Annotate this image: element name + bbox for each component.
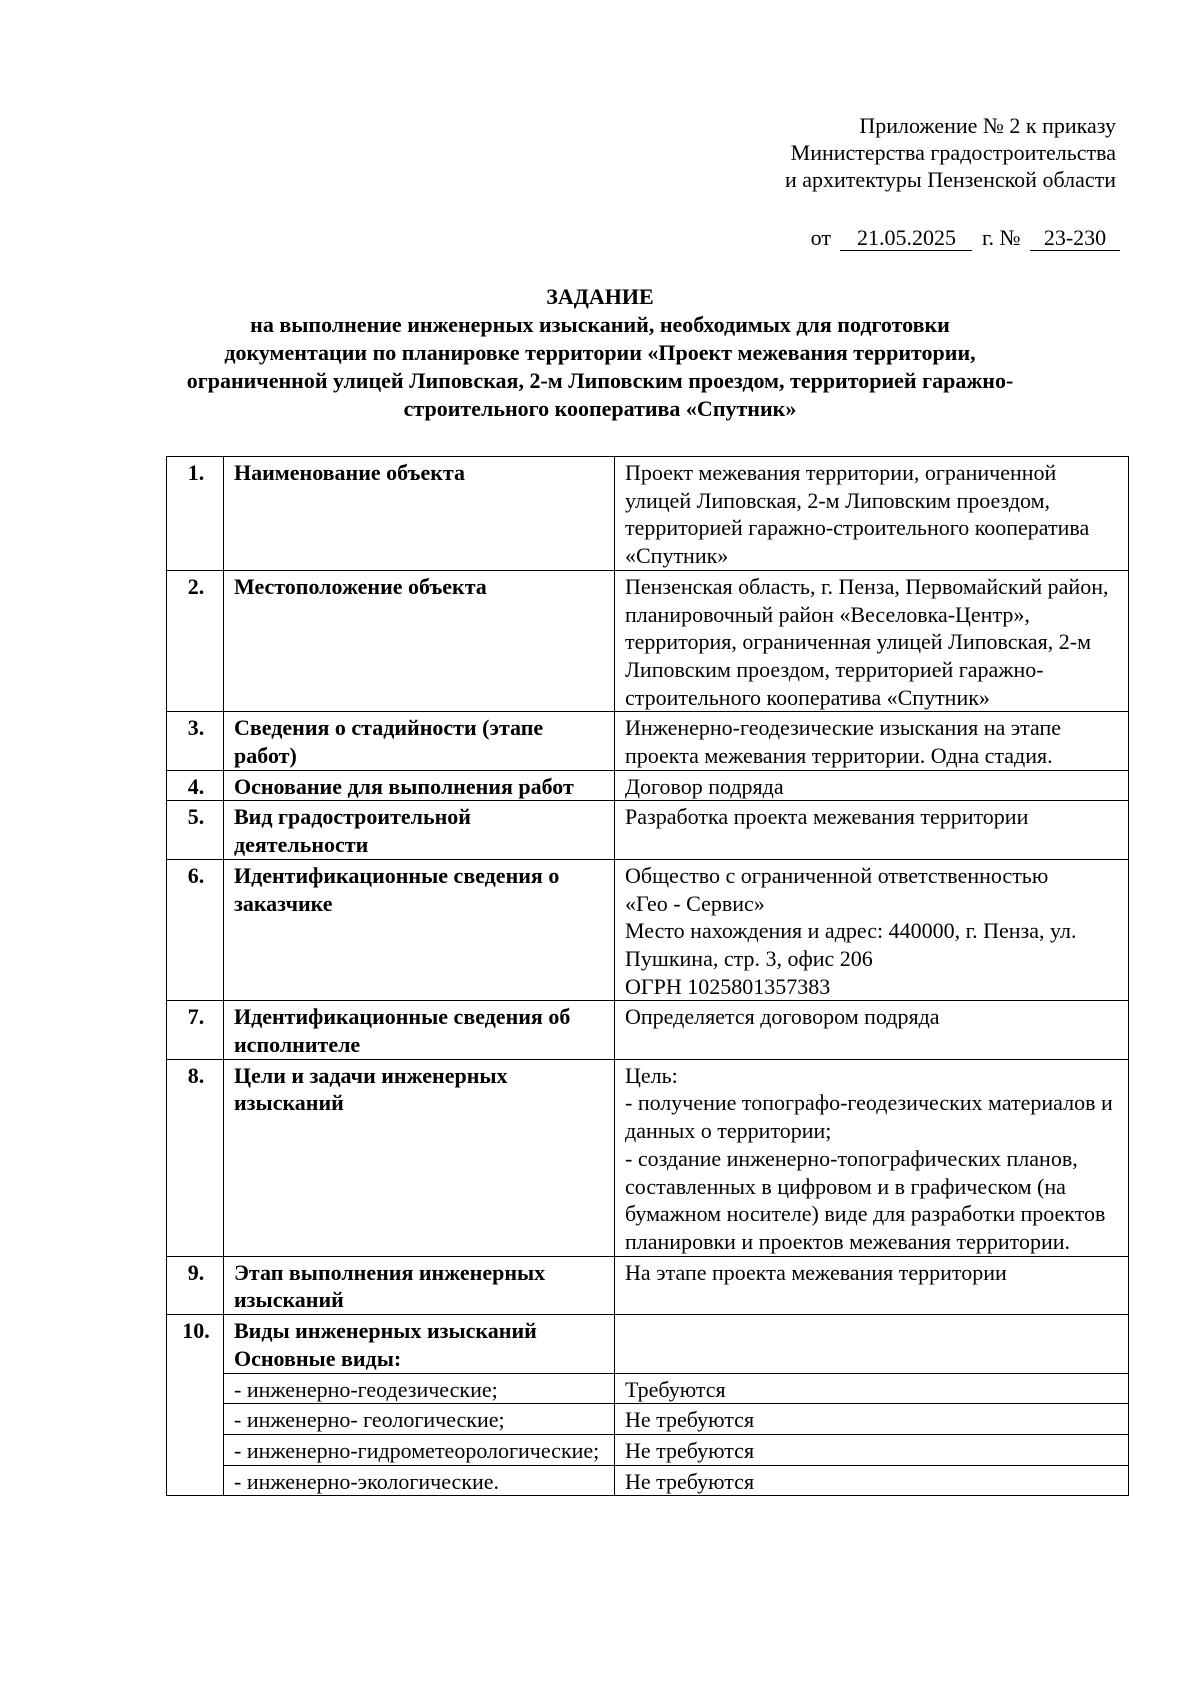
row-name: Идентификационные сведения о заказчике xyxy=(224,859,615,1001)
number-sign: № xyxy=(999,225,1021,250)
row-name: Основание для выполнения работ xyxy=(224,770,615,801)
title-line-1: на выполнение инженерных изысканий, необходимых для подготовки xyxy=(250,312,950,337)
header-line-2: Министерства градостроительства xyxy=(790,140,1116,165)
order-date-line xyxy=(811,224,1120,252)
row-number: 1. xyxy=(167,457,224,571)
table-row xyxy=(167,712,1129,770)
subrow-value: Не требуются xyxy=(615,1404,1129,1435)
value-line: Общество с ограниченной ответственностью xyxy=(625,862,1049,888)
title-heading: ЗАДАНИЕ xyxy=(546,284,654,309)
table-subrow xyxy=(167,1434,1129,1465)
table-row xyxy=(167,770,1129,801)
row-number-empty xyxy=(167,1465,224,1496)
row-value: Договор подряда xyxy=(615,770,1129,801)
header-line-3: и архитектуры Пензенской области xyxy=(785,167,1116,192)
table-row xyxy=(167,801,1129,859)
row-number: 8. xyxy=(167,1059,224,1256)
row-value: Пензенская область, г. Пенза, Первомайский район, планировочный район «Веселовка-Центр», территория, ограниченная улицей Липовская, 2-м Липовским проездом, территорией гаражно-строительного кооператива «Спутник» xyxy=(615,570,1129,712)
row-number: 2. xyxy=(167,570,224,712)
value-line: «Гео - Сервис» xyxy=(625,890,765,916)
row-number: 3. xyxy=(167,712,224,770)
row-name: Цели и задачи инженерных изысканий xyxy=(224,1059,615,1256)
value-line: - получение топографо-геодезических материалов и данных о территории; xyxy=(625,1090,1113,1144)
row-number-empty xyxy=(167,1373,224,1404)
row-value xyxy=(615,1059,1129,1256)
requirements-table xyxy=(166,456,1129,1496)
title-line-3: ограниченной улицей Липовская, 2-м Липовским проездом, территорией гаражно- xyxy=(186,368,1014,393)
row-name xyxy=(224,1315,615,1373)
row-value: На этапе проекта межевания территории xyxy=(615,1256,1129,1314)
row-number: 10. xyxy=(167,1315,224,1373)
subrow-value: Не требуются xyxy=(615,1465,1129,1496)
value-line: Пушкина, стр. 3, офис 206 xyxy=(625,945,873,971)
row-name: Вид градостроительной деятельности xyxy=(224,801,615,859)
date-prefix: от xyxy=(810,225,831,250)
table-row xyxy=(167,570,1129,712)
row-value xyxy=(615,859,1129,1001)
header-line-1: Приложение № 2 к приказу xyxy=(859,113,1116,138)
order-number: 23-230 xyxy=(1030,226,1120,251)
row-name: Сведения о стадийности (этапе работ) xyxy=(224,712,615,770)
row-name-line: Виды инженерных изысканий xyxy=(234,1318,537,1344)
table-subrow xyxy=(167,1373,1129,1404)
row-name: Местоположение объекта xyxy=(224,570,615,712)
value-line: Место нахождения и адрес: 440000, г. Пенза, ул. xyxy=(625,918,1077,944)
subrow-name: - инженерно-гидрометеорологические; xyxy=(224,1434,615,1465)
row-name-line: Основные виды: xyxy=(234,1345,402,1371)
table-row xyxy=(167,457,1129,571)
row-number-empty xyxy=(167,1404,224,1435)
table-row xyxy=(167,1001,1129,1059)
table-subrow xyxy=(167,1404,1129,1435)
row-name: Идентификационные сведения об исполнителе xyxy=(224,1001,615,1059)
year-suffix: г. xyxy=(981,225,994,250)
title-line-4: строительного кооператива «Спутник» xyxy=(403,396,797,421)
title-line-2: документации по планировке территории «Проект межевания территории, xyxy=(224,340,976,365)
subrow-name: - инженерно-экологические. xyxy=(224,1465,615,1496)
subrow-name: - инженерно-геодезические; xyxy=(224,1373,615,1404)
value-line: Цель: xyxy=(625,1062,678,1088)
row-number: 9. xyxy=(167,1256,224,1314)
row-number: 6. xyxy=(167,859,224,1001)
subrow-value: Требуются xyxy=(615,1373,1129,1404)
table-subrow xyxy=(167,1465,1129,1496)
subrow-name: - инженерно- геологические; xyxy=(224,1404,615,1435)
row-value: Проект межевания территории, ограниченной улицей Липовская, 2-м Липовским проездом, территорией гаражно-строительного кооператива «Спутник» xyxy=(615,457,1129,571)
row-number: 4. xyxy=(167,770,224,801)
order-date: 21.05.2025 xyxy=(840,226,972,251)
row-number: 7. xyxy=(167,1001,224,1059)
value-line: ОГРН 1025801357383 xyxy=(625,973,831,999)
document-header xyxy=(785,112,1116,193)
subrow-value: Не требуются xyxy=(615,1434,1129,1465)
table-row xyxy=(167,1059,1129,1256)
row-number-empty xyxy=(167,1434,224,1465)
row-value: Инженерно-геодезические изыскания на этапе проекта межевания территории. Одна стадия. xyxy=(615,712,1129,770)
row-name: Наименование объекта xyxy=(224,457,615,571)
row-name: Этап выполнения инженерных изысканий xyxy=(224,1256,615,1314)
row-value: Определяется договором подряда xyxy=(615,1001,1129,1059)
document-title xyxy=(140,283,1060,423)
value-line: - создание инженерно-топографических планов, составленных в цифровом и в графическом (на бумажном носителе) виде для разработки проектов планировки и проектов межевания территории. xyxy=(625,1145,1106,1254)
table-row xyxy=(167,859,1129,1001)
table-row xyxy=(167,1256,1129,1314)
row-value xyxy=(615,1315,1129,1373)
table-row xyxy=(167,1315,1129,1373)
row-number: 5. xyxy=(167,801,224,859)
row-value: Разработка проекта межевания территории xyxy=(615,801,1129,859)
